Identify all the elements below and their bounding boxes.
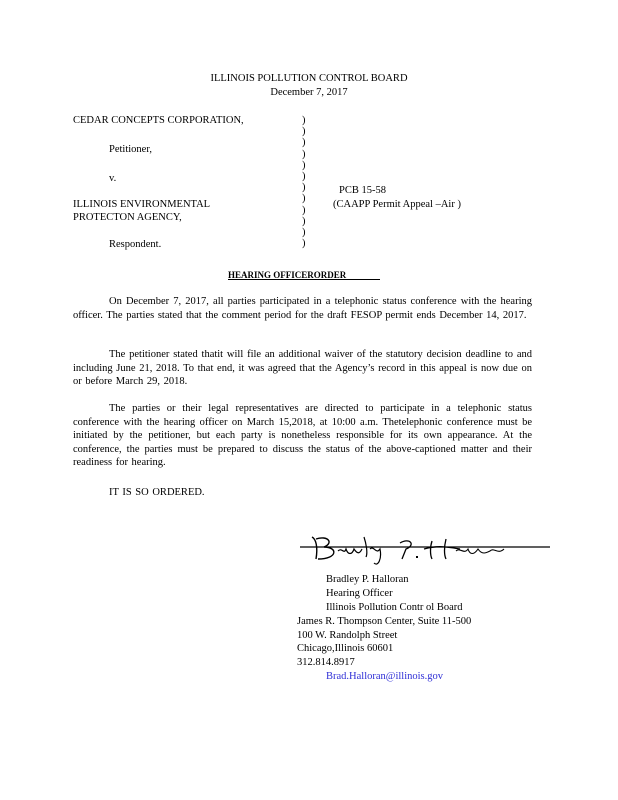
paragraph-text: IT IS SO ORDERED. [109,487,205,498]
paragraph-2 [73,348,532,389]
paren: ) [302,126,306,138]
paren: ) [302,226,306,238]
order-date: December 7, 2017 [270,87,348,98]
case-type: (CAAPP Permit Appeal –Air ) [333,199,461,210]
paren: ) [302,215,306,227]
petitioner-role: Petitioner, [109,144,153,155]
paren: ) [302,238,306,250]
paren: ) [302,170,306,182]
order-title: HEARING OFFICERORDER [228,270,347,280]
versus: v. [109,173,117,184]
handwritten-signature [298,533,553,571]
respondent-role: Respondent. [109,239,162,250]
paren: ) [302,159,306,171]
case-number: PCB 15-58 [339,185,386,196]
paren: ) [302,204,306,216]
caption-parentheses [302,115,314,249]
paren: ) [302,115,306,126]
paragraph-4 [73,486,532,500]
paren: ) [302,148,306,160]
paragraph-text: The parties or their legal representatives are directed to participate in a telephonic status conference with the hearing officer on March 15,2018, at 10:00 a.m. Thetelephonic conference must be initiated by the petitioner, but each party is nonetheless responsible for its own appearance. At the conference, the parties must be prepared to discuss the status of the above-captioned matter and their readiness for hearing. [73,403,532,468]
address-line-3: Chicago,Illinois 60601 [297,643,394,654]
paragraph-text: On December 7, 2017, all parties participated in a telephonic status conference with the hearing officer. The parties stated that the comment period for the draft FESOP permit ends December 14, 2017. [73,296,532,321]
address-line-2: 100 W. Randolph Street [297,630,398,641]
petitioner-name: CEDAR CONCEPTS CORPORATION, [73,115,244,126]
respondent-name-line1: ILLINOIS ENVIRONMENTAL [73,199,211,210]
signer-organization: Illinois Pollution Contr ol Board [326,602,463,613]
signer-name: Bradley P. Halloran [326,574,409,585]
paragraph-1 [73,295,532,322]
paren: ) [302,193,306,205]
phone-number: 312.814.8917 [297,657,355,668]
signer-title: Hearing Officer [326,588,393,599]
paren: ) [302,137,306,149]
paren: ) [302,182,306,194]
email-link[interactable]: Brad.Halloran@illinois.gov [326,671,443,682]
board-title: ILLINOIS POLLUTION CONTROL BOARD [210,73,408,84]
paragraph-text: The petitioner stated thatit will file an additional waiver of the statutory decision deadline to and including June 21, 2018. To that end, it was agreed that the Agency’s record in this appeal is now due on or before March 29, 2018. [73,349,532,387]
address-line-1: James R. Thompson Center, Suite 11-500 [297,616,472,627]
respondent-name-line2: PROTECTON AGENCY, [73,212,182,223]
paragraph-3 [73,402,532,470]
